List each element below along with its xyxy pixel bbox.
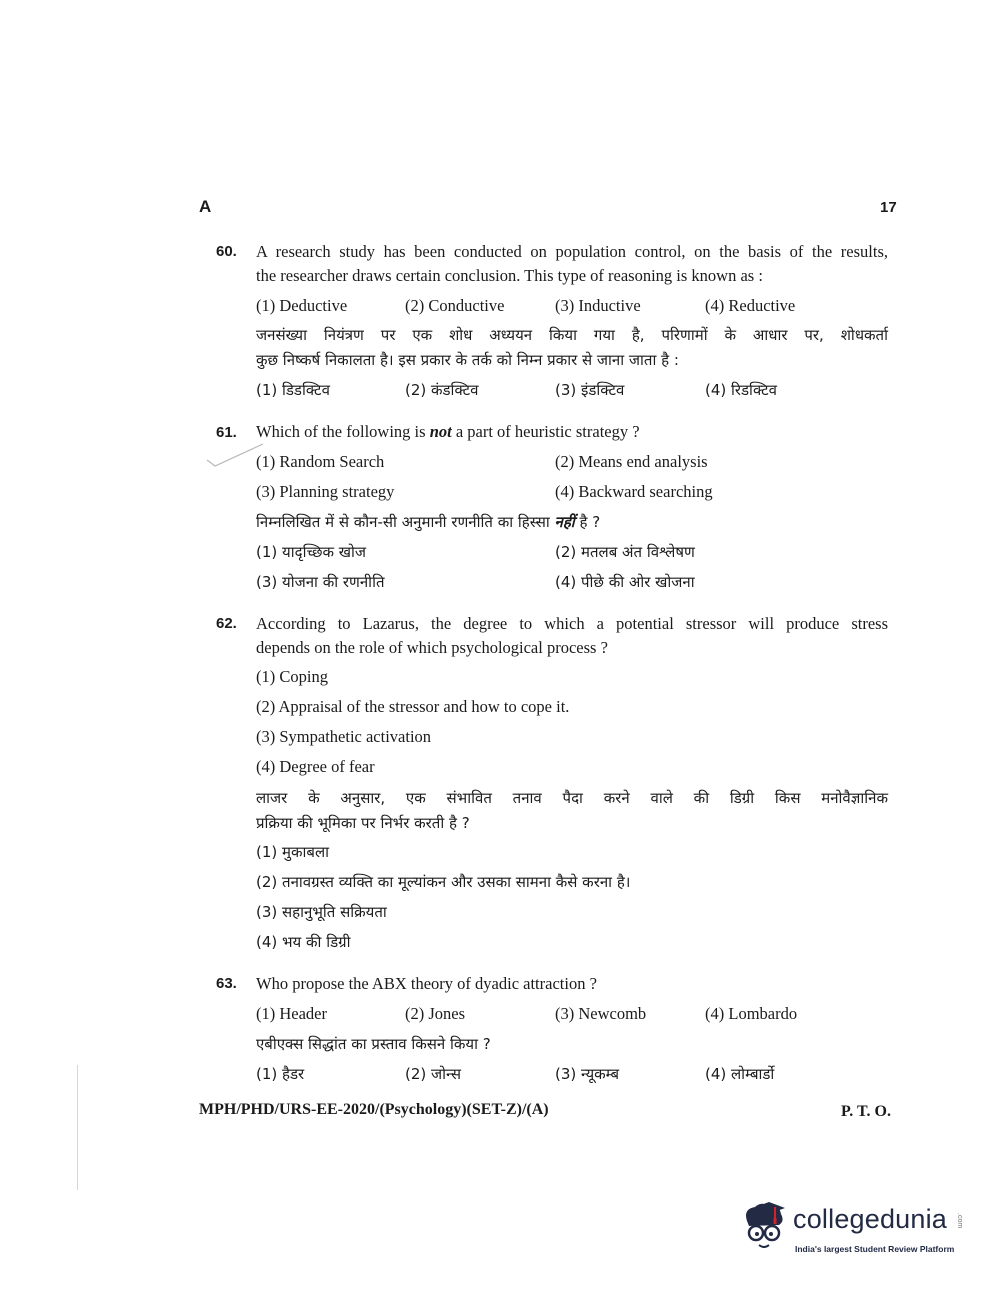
option-hi: (4) रिडक्टिव [705,381,778,399]
option-hi: (1) मुकाबला [256,843,330,861]
option-en: (1) Deductive [256,296,348,315]
option-en: (4) Reductive [705,296,796,315]
option-hi: (3) इंडक्टिव [555,381,625,399]
option-en: (1) Coping [256,667,328,686]
logo-suffix: .com [956,1213,963,1229]
option-en: (3) Planning strategy [256,482,395,501]
question-text-hi: एबीएक्स सिद्धांत का प्रस्ताव किसने किया ? [256,1035,491,1053]
option-hi: (2) तनावग्रस्त व्यक्ति का मूल्यांकन और उसका सामना कैसे करना है। [256,873,631,891]
option-hi: (3) योजना की रणनीति [256,573,385,591]
question-text-hi: कुछ निष्कर्ष निकालता है। इस प्रकार के तर्क को निम्न प्रकार से जाना जाता है : [256,351,679,369]
option-hi: (1) डिडक्टिव [256,381,330,399]
question-text-en: Who propose the ABX theory of dyadic attraction ? [256,974,597,993]
page-number: 17 [880,199,897,216]
collegedunia-logo [735,1197,965,1259]
option-en: (3) Newcomb [555,1004,647,1023]
question-number: 61. [216,424,237,441]
option-hi: (3) सहानुभूति सक्रियता [256,903,387,921]
option-en: (2) Means end analysis [555,452,708,471]
pto-label: P. T. O. [841,1103,891,1120]
question-text-hi: प्रक्रिया की भूमिका पर निर्भर करती है ? [256,814,470,832]
option-en: (1) Header [256,1004,327,1023]
question-text-en: According to Lazarus, the degree to which a potential stressor will produce stress [256,614,888,633]
option-en: (4) Degree of fear [256,757,375,776]
option-en: (2) Conductive [405,296,505,315]
question-text-en: Which of the following is not a part of heuristic strategy ? [256,422,640,441]
option-hi: (4) लोम्बार्डो [705,1065,775,1083]
option-en: (4) Lombardo [705,1004,798,1023]
option-hi: (4) भय की डिग्री [256,933,351,951]
mascot-icon [735,1199,793,1255]
option-hi: (3) न्यूकम्ब [555,1065,620,1083]
question-number: 62. [216,615,237,632]
option-en: (2) Jones [405,1004,466,1023]
option-hi: (4) पीछे की ओर खोजना [555,573,695,591]
logo-tagline: India's largest Student Review Platform [795,1244,955,1254]
option-en: (1) Random Search [256,452,385,471]
margin-line [77,1065,78,1190]
question-text-en: A research study has been conducted on population control, on the basis of the results, [256,242,888,261]
option-hi: (2) जोन्स [405,1065,462,1083]
option-hi: (2) मतलब अंत विश्लेषण [555,543,695,561]
question-text-hi: निम्नलिखित में से कौन-सी अनुमानी रणनीति का हिस्सा नहीं है ? [256,513,601,531]
option-en: (3) Inductive [555,296,641,315]
set-label: A [199,197,212,216]
question-number: 60. [216,243,237,260]
option-hi: (2) कंडक्टिव [405,381,479,399]
question-number: 63. [216,975,237,992]
question-text-hi: जनसंख्या नियंत्रण पर एक शोध अध्ययन किया गया है, परिणामों के आधार पर, शोधकर्ता [256,326,888,344]
option-hi: (1) हैडर [256,1065,305,1083]
option-hi: (1) यादृच्छिक खोज [256,543,367,561]
option-en: (2) Appraisal of the stressor and how to cope it. [256,697,570,716]
exam-code: MPH/PHD/URS-EE-2020/(Psychology)(SET-Z)/(A) [199,1101,549,1118]
question-text-hi: लाजर के अनुसार, एक संभावित तनाव पैदा करने वाले की डिग्री किस मनोवैज्ञानिक [256,789,888,807]
question-text-en: depends on the role of which psychological process ? [256,638,608,657]
option-en: (3) Sympathetic activation [256,727,432,746]
question-text-en: the researcher draws certain conclusion. This type of reasoning is known as : [256,266,763,285]
logo-wordmark: collegedunia [793,1204,948,1234]
option-en: (4) Backward searching [555,482,713,501]
